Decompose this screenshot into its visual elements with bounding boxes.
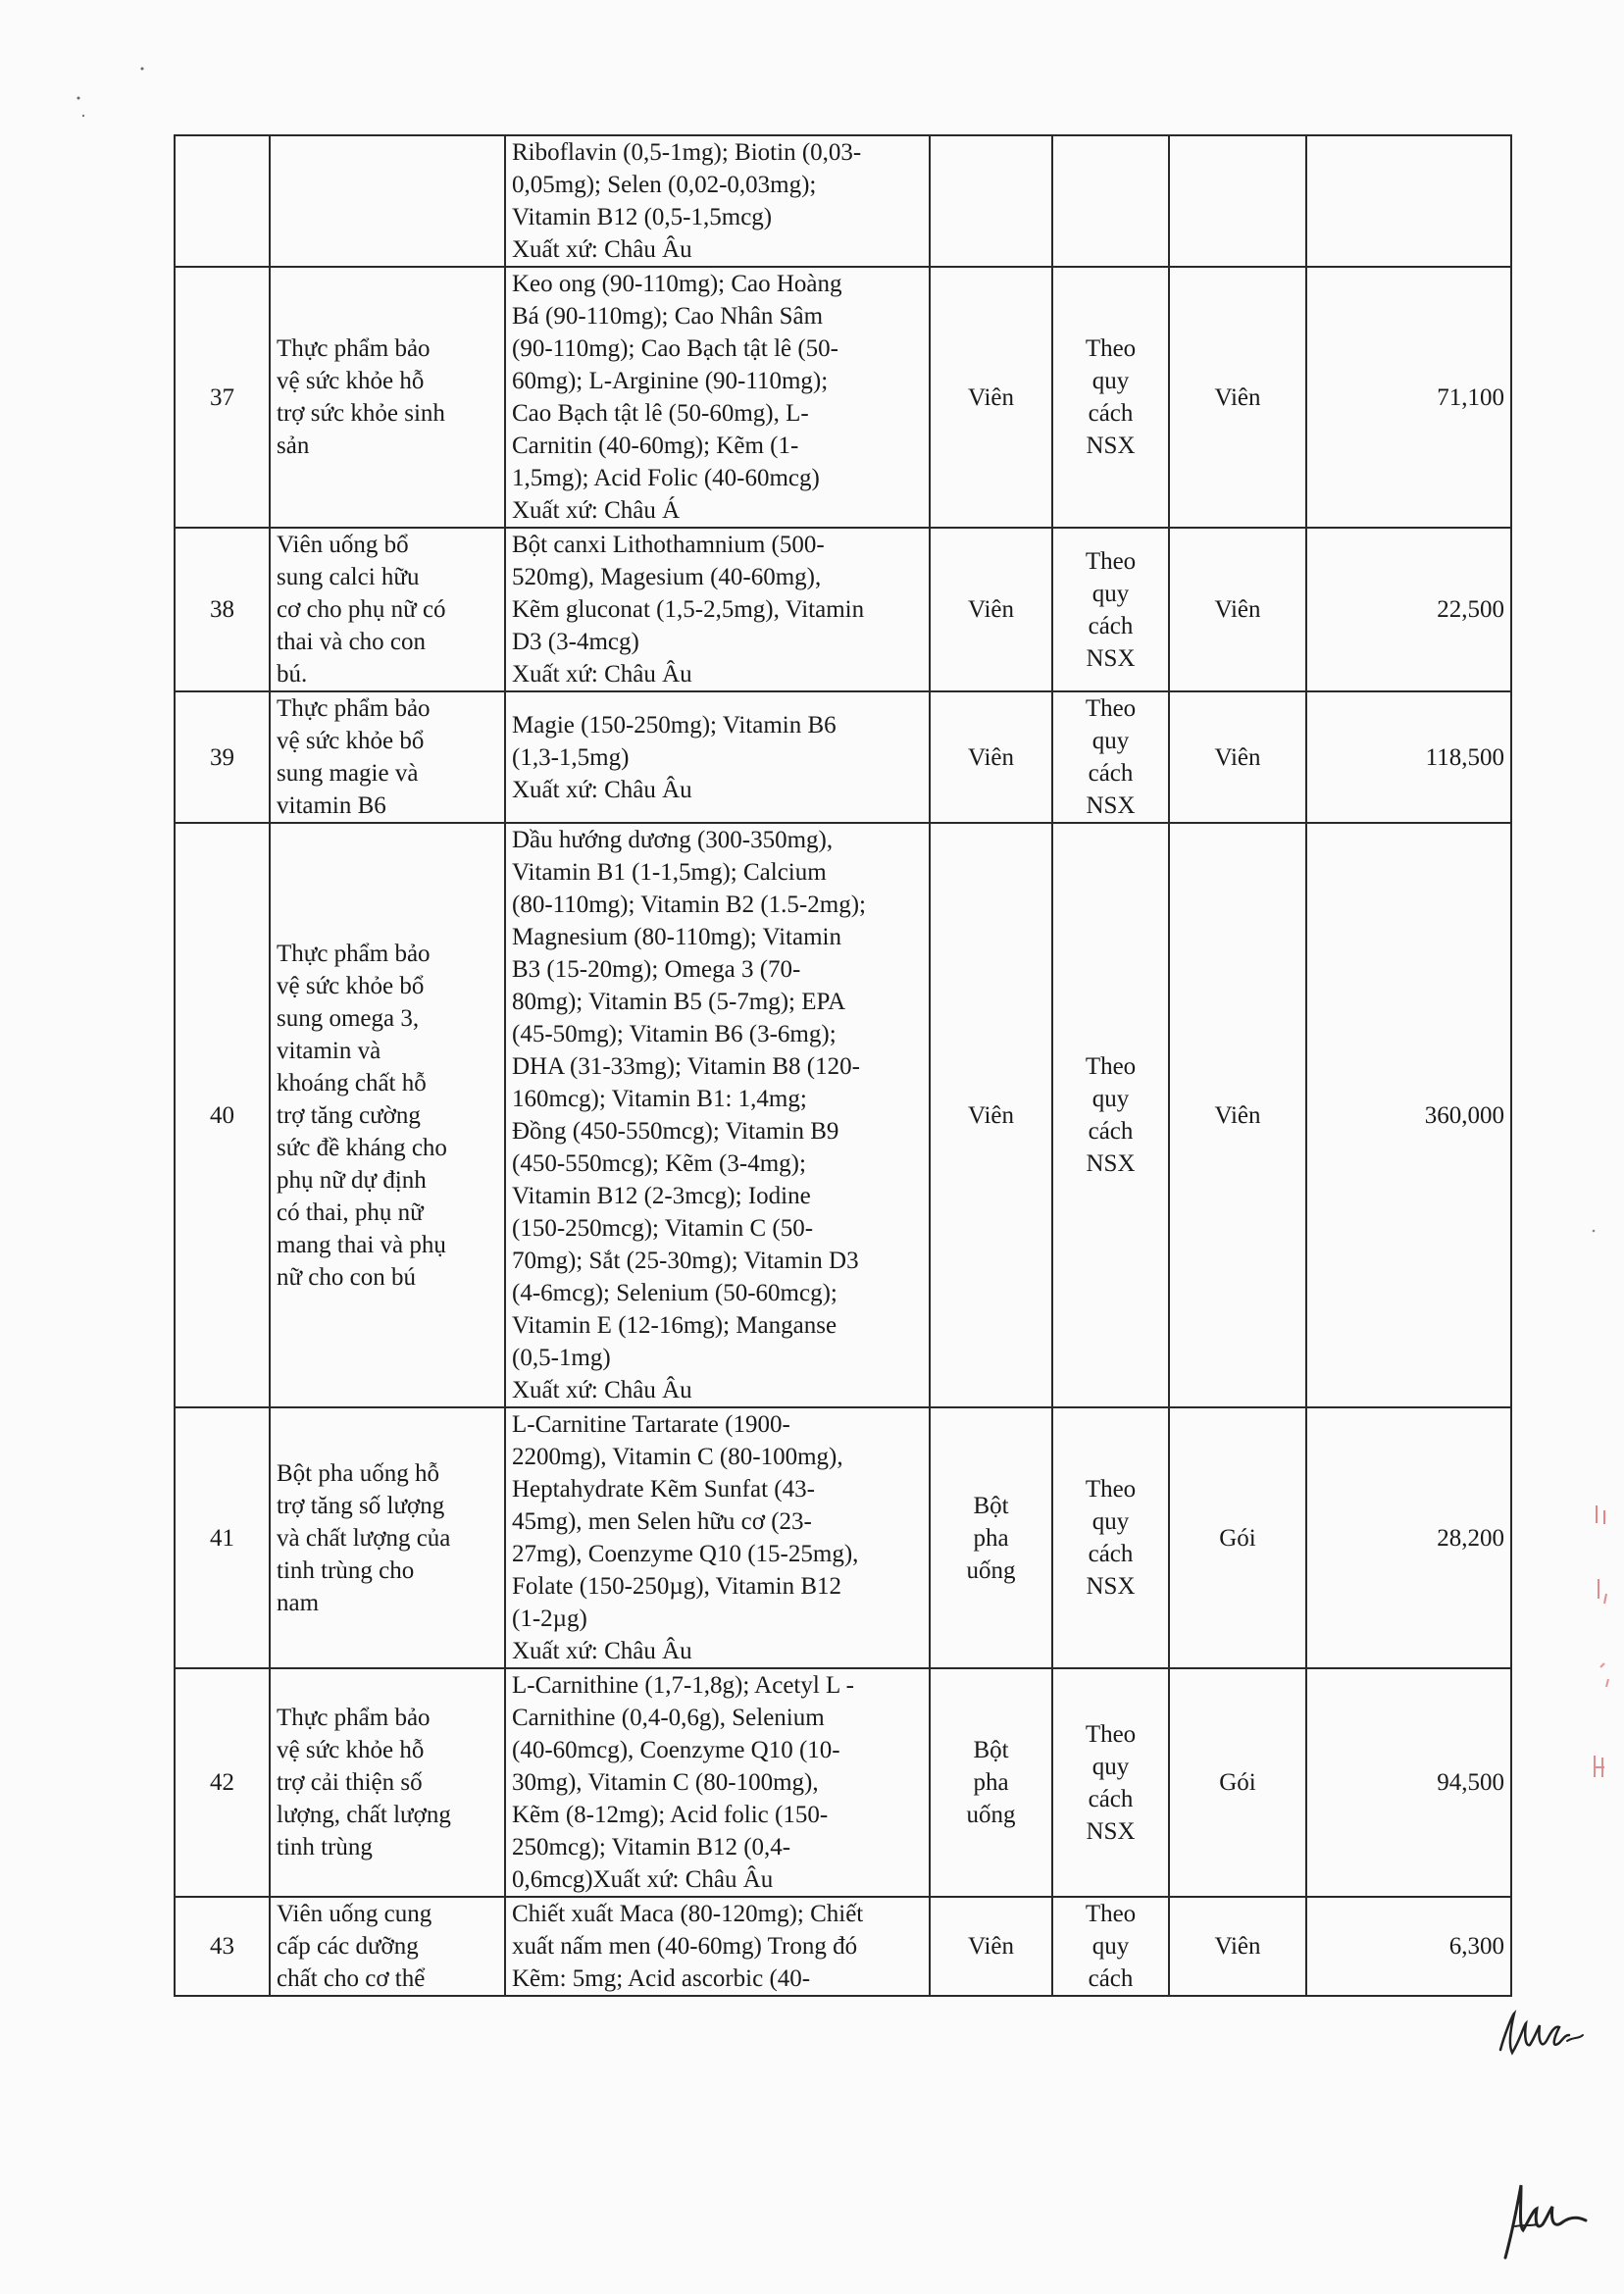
product-name-line: Viên uống cung [277,1901,432,1927]
product-name [270,528,505,691]
table-row [175,528,1511,691]
composition-line: Heptahydrate Kẽm Sunfat (43- [512,1476,815,1503]
product-name-line: vitamin B6 [277,792,386,819]
unit-of-measure [1169,135,1306,267]
packaging-spec-line: NSX [1086,1150,1136,1177]
table-row [175,267,1511,528]
product-name-line: trợ cải thiện số [277,1769,423,1796]
packaging-spec-line: cách [1088,1541,1134,1567]
composition-line: L-Carnithine (1,7-1,8g); Acetyl L - [512,1672,854,1699]
initials-signature-2 [1486,2167,1594,2266]
packaging-spec-line: cách [1088,400,1134,427]
packaging-spec-line: NSX [1086,1817,1136,1845]
packaging-spec [1052,1407,1169,1668]
composition-line: Xuất xứ: Châu Âu [512,1377,692,1403]
packaging-spec [1052,135,1169,267]
row-number: 41 [175,1407,270,1668]
composition-line: DHA (31-33mg); Vitamin B8 (120- [512,1053,860,1080]
composition [505,135,930,267]
dosage-form-line: Bột [973,1737,1009,1763]
product-name-line: nữ cho con bú [277,1263,416,1291]
initials-signature-1 [1491,1996,1599,2074]
packaging-spec [1052,823,1169,1407]
packaging-spec-line: quy [1091,368,1130,394]
composition-line: Magnesium (80-110mg); Vitamin [512,924,841,950]
composition [505,1407,930,1668]
unit-price: 22,500 [1306,528,1511,691]
product-name [270,691,505,823]
product-name [270,823,505,1407]
composition-line: (40-60mcg), Coenzyme Q10 (10- [512,1737,840,1763]
composition-line: (1-2µg) [512,1606,587,1632]
product-name-line: nam [277,1589,320,1616]
dosage-form-line: pha [973,1524,1009,1552]
unit-price: 360,000 [1306,823,1511,1407]
composition-line: (450-550mcg); Kẽm (3-4mg); [512,1150,806,1177]
composition-line: Vitamin E (12-16mg); Manganse [512,1312,837,1339]
composition-line: (1,3-1,5mg) [512,743,630,771]
table-row [175,1407,1511,1668]
composition [505,267,930,528]
composition [505,1668,930,1897]
composition-line: 27mg), Coenzyme Q10 (15-25mg), [512,1541,859,1567]
composition-line: Xuất xứ: Châu Âu [512,661,692,688]
table-row [175,823,1511,1407]
composition-line: Kẽm gluconat (1,5-2,5mg), Vitamin [512,596,865,623]
packaging-spec [1052,1897,1169,1996]
dosage-form-line: Viên [967,383,1015,411]
composition-line: xuất nấm men (40-60mg) Trong đó [512,1933,858,1960]
table-row [175,1668,1511,1897]
product-name-line: Bột pha uống hỗ [277,1459,439,1487]
row-number: 42 [175,1668,270,1897]
row-number: 38 [175,528,270,691]
dosage-form [930,1407,1052,1668]
composition-line: 30mg), Vitamin C (80-100mg), [512,1769,819,1796]
packaging-spec-line: Theo [1085,335,1137,362]
unit-of-measure: Viên [1169,528,1306,691]
product-name-line: trợ sức khỏe sinh [277,400,445,427]
composition-line: Bá (90-110mg); Cao Nhân Sâm [512,303,824,330]
composition-line: 160mcg); Vitamin B1: 1,4mg; [512,1086,807,1112]
composition-line: Đồng (450-550mcg); Vitamin B9 [512,1118,839,1145]
packaging-spec-line: quy [1091,728,1130,754]
unit-price: 94,500 [1306,1668,1511,1897]
product-name-line: trợ tăng cường [277,1101,421,1129]
product-name [270,267,505,528]
composition-line: Vitamin B12 (0,5-1,5mcg) [512,204,773,230]
table-row [175,135,1511,267]
row-number [175,135,270,267]
product-name [270,135,505,267]
dosage-form-line: uống [966,1802,1016,1828]
price-table [174,134,1512,1997]
composition-line: 60mg); L-Arginine (90-110mg); [512,368,829,394]
packaging-spec-line: NSX [1086,1573,1136,1600]
packaging-spec-line: quy [1091,1086,1130,1112]
product-name-line: thai và cho con [277,629,427,655]
product-name-line: vệ sức khỏe bổ [277,728,425,754]
row-number: 39 [175,691,270,823]
dosage-form-line: Viên [967,1101,1015,1129]
product-name-line: vệ sức khỏe hỗ [277,368,425,394]
composition-line: 0,05mg); Selen (0,02-0,03mg); [512,172,817,198]
dosage-form [930,823,1052,1407]
product-name-line: sung calci hữu [277,564,420,590]
dosage-form [930,691,1052,823]
packaging-spec-line: Theo [1085,547,1137,575]
unit-price [1306,135,1511,267]
table-body [175,135,1511,1996]
unit-price: 6,300 [1306,1897,1511,1996]
product-name-line: sung magie và [277,760,419,787]
table-row [175,1897,1511,1996]
product-name-line: Thực phẩm bảo [277,695,431,722]
packaging-spec [1052,691,1169,823]
product-name [270,1897,505,1996]
composition-line: Xuất xứ: Châu Âu [512,1638,692,1664]
unit-price: 118,500 [1306,691,1511,823]
composition-line: Riboflavin (0,5-1mg); Biotin (0,03- [512,139,862,166]
product-name-line: vitamin và [277,1037,381,1064]
product-name-line: cấp các dưỡng [277,1933,419,1960]
composition-line: Dầu hướng dương (300-350mg), [512,827,834,853]
product-name-line: sức đề kháng cho [277,1134,447,1161]
dosage-form-line: Viên [967,1933,1015,1960]
unit-of-measure: Gói [1169,1407,1306,1668]
composition-line: Chiết xuất Maca (80-120mg); Chiết [512,1901,864,1927]
product-name [270,1407,505,1668]
dosage-form-line: Viên [967,743,1015,771]
composition [505,691,930,823]
row-number: 40 [175,823,270,1407]
unit-of-measure: Viên [1169,267,1306,528]
composition-line: Vitamin B12 (2-3mcg); Iodine [512,1183,811,1209]
product-name-line: sản [277,433,310,459]
dosage-form-line: pha [973,1769,1009,1796]
dosage-form [930,267,1052,528]
product-name-line: Thực phẩm bảo [277,335,431,362]
packaging-spec-line: Theo [1085,1476,1137,1503]
packaging-spec-line: NSX [1086,644,1136,672]
composition-line: B3 (15-20mg); Omega 3 (70- [512,956,801,983]
packaging-spec-line: cách [1088,612,1134,639]
product-name-line: khoáng chất hỗ [277,1069,427,1096]
packaging-spec-line: cách [1088,1118,1134,1145]
packaging-spec-line: quy [1091,1933,1130,1960]
product-name-line: Thực phẩm bảo [277,1705,431,1731]
product-name-line: bú. [277,661,308,688]
packaging-spec [1052,528,1169,691]
composition-line: Xuất xứ: Châu Âu [512,776,692,803]
composition-line: (4-6mcg); Selenium (50-60mcg); [512,1280,837,1306]
unit-price: 28,200 [1306,1407,1511,1668]
dosage-form-line: Viên [967,596,1015,623]
packaging-spec-line: cách [1088,1785,1134,1812]
packaging-spec-line: quy [1091,580,1130,607]
composition [505,1897,930,1996]
packaging-spec-line: Theo [1085,1720,1137,1748]
composition [505,823,930,1407]
product-name-line: và chất lượng của [277,1524,451,1552]
unit-of-measure: Gói [1169,1668,1306,1897]
dosage-form-line: uống [966,1556,1016,1584]
row-number: 43 [175,1897,270,1996]
composition-line: 2200mg), Vitamin C (80-100mg), [512,1444,843,1470]
packaging-spec-line: cách [1088,1965,1134,1992]
composition-line: (45-50mg); Vitamin B6 (3-6mg); [512,1021,837,1047]
dosage-form [930,135,1052,267]
product-name-line: chất cho cơ thể [277,1965,426,1992]
composition-line: 45mg), men Selen hữu cơ (23- [512,1508,812,1535]
packaging-spec-line: Theo [1085,1901,1137,1927]
product-name-line: Viên uống bổ [277,532,409,558]
composition-line: D3 (3-4mcg) [512,629,639,655]
product-name-line: tinh trùng [277,1834,373,1861]
composition-line: Kẽm (8-12mg); Acid folic (150- [512,1802,829,1828]
composition-line: 80mg); Vitamin B5 (5-7mg); EPA [512,989,846,1015]
dosage-form-line: Bột [973,1492,1009,1519]
composition-line: (90-110mg); Cao Bạch tật lê (50- [512,335,839,362]
composition-line: 1,5mg); Acid Folic (40-60mcg) [512,465,820,491]
product-name [270,1668,505,1897]
composition-line: Vitamin B1 (1-1,5mg); Calcium [512,859,827,886]
product-name-line: tinh trùng cho [277,1556,415,1584]
product-name-line: vệ sức khỏe bổ [277,972,425,999]
composition-line: Xuất xứ: Châu Á [512,497,681,524]
packaging-spec-line: cách [1088,760,1134,787]
composition-line: 250mcg); Vitamin B12 (0,4- [512,1834,791,1861]
product-name-line: có thai, phụ nữ [277,1198,424,1226]
composition-line: Cao Bạch tật lê (50-60mg), L- [512,400,809,427]
composition-line: Bột canxi Lithothamnium (500- [512,532,825,558]
dosage-form [930,528,1052,691]
composition-line: Keo ong (90-110mg); Cao Hoàng [512,271,842,297]
row-number: 37 [175,267,270,528]
composition-line: (80-110mg); Vitamin B2 (1.5-2mg); [512,892,866,918]
composition-line: Xuất xứ: Châu Âu [512,236,692,263]
dosage-form [930,1897,1052,1996]
product-name-line: Thực phẩm bảo [277,940,431,967]
packaging-spec-line: quy [1091,1753,1130,1780]
product-name-line: trợ tăng số lượng [277,1492,445,1519]
composition-line: Carnithine (0,4-0,6g), Selenium [512,1705,825,1731]
composition-line: (0,5-1mg) [512,1345,611,1371]
product-name-line: lượng, chất lượng [277,1802,451,1828]
product-name-line: vệ sức khỏe hỗ [277,1737,425,1763]
packaging-spec [1052,267,1169,528]
dosage-form [930,1668,1052,1897]
unit-of-measure: Viên [1169,691,1306,823]
product-name-line: sung omega 3, [277,1004,420,1032]
composition-line: 0,6mcg)Xuất xứ: Châu Âu [512,1866,774,1893]
table-row [175,691,1511,823]
packaging-spec-line: quy [1091,1508,1130,1535]
composition-line: Carnitin (40-60mg); Kẽm (1- [512,433,799,459]
product-name-line: phụ nữ dự định [277,1166,427,1194]
composition-line: Kẽm: 5mg; Acid ascorbic (40- [512,1965,811,1992]
product-name-line: mang thai và phụ [277,1231,446,1258]
composition [505,528,930,691]
product-name-line: cơ cho phụ nữ có [277,596,446,623]
packaging-spec-line: Theo [1085,695,1137,722]
packaging-spec-line: NSX [1086,433,1136,459]
packaging-spec-line: NSX [1086,792,1136,819]
composition-line: 520mg), Magesium (40-60mg), [512,564,822,590]
unit-price: 71,100 [1306,267,1511,528]
composition-line: (150-250mcg); Vitamin C (50- [512,1215,814,1242]
packaging-spec-line: Theo [1085,1053,1137,1080]
composition-line: 70mg); Sắt (25-30mg); Vitamin D3 [512,1248,859,1274]
composition-line: Folate (150-250µg), Vitamin B12 [512,1573,842,1600]
composition-line: Magie (150-250mg); Vitamin B6 [512,711,837,739]
packaging-spec [1052,1668,1169,1897]
composition-line: L-Carnitine Tartarate (1900- [512,1411,790,1438]
unit-of-measure: Viên [1169,823,1306,1407]
unit-of-measure: Viên [1169,1897,1306,1996]
